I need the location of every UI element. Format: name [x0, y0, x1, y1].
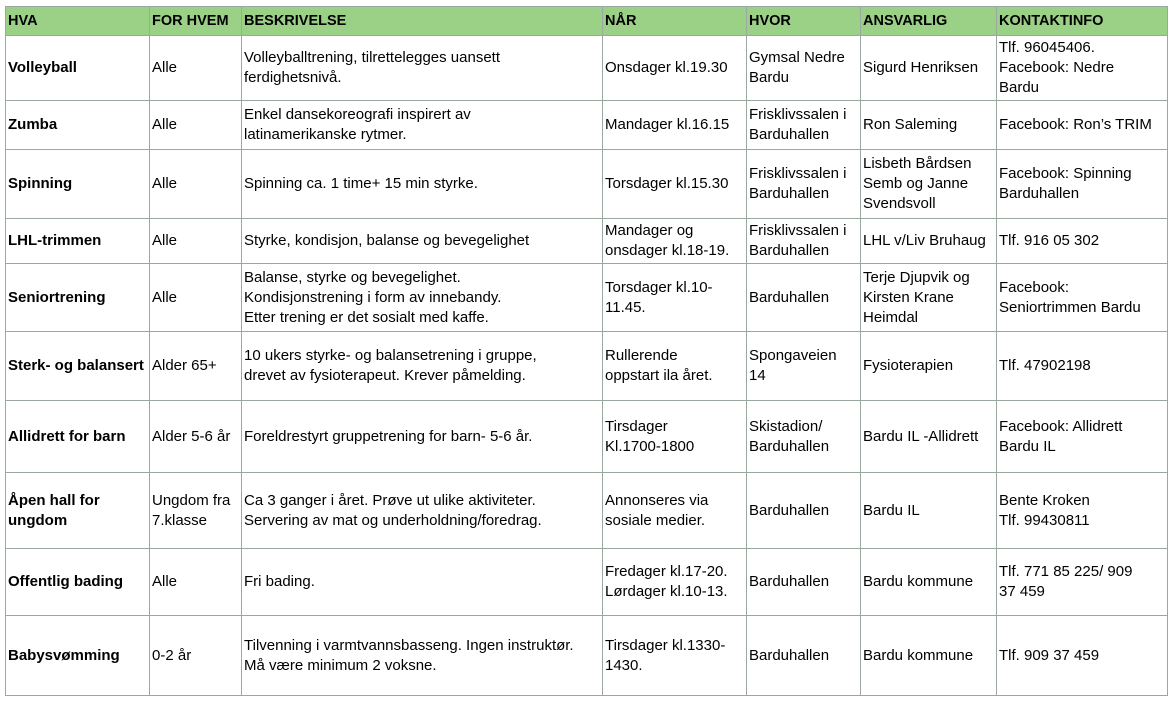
cell-line: Facebook: Nedre: [999, 59, 1115, 76]
cell-beskrivelse: [242, 36, 603, 101]
cell-naar: [603, 616, 747, 696]
cell-line: Tirsdager: [605, 417, 668, 435]
cell-line: Bardu kommune: [863, 646, 974, 664]
cell-hvor: [747, 36, 861, 101]
header-beskrivelse: BESKRIVELSE: [242, 7, 603, 36]
cell-hvor: [747, 264, 861, 332]
cell-line: Rullerende: [605, 347, 678, 364]
cell-hva: Volleyball: [6, 36, 150, 101]
table-row: [6, 150, 1168, 219]
cell-ansvarlig: [861, 401, 997, 473]
cell-line: Sigurd Henriksen: [863, 59, 979, 76]
cell-line: Bardu: [749, 69, 790, 86]
cell-line: Tirsdager kl.1330-: [605, 636, 726, 654]
cell-kontaktinfo: [997, 332, 1168, 401]
cell-hva: Åpen hall for ungdom: [6, 473, 150, 549]
cell-line: 37 459: [999, 583, 1045, 600]
cell-naar: [603, 473, 747, 549]
cell-kontaktinfo: [997, 101, 1168, 150]
cell-line: Skistadion/: [749, 417, 823, 435]
cell-line: Spinning ca. 1 time+ 15 min styrke.: [244, 175, 478, 192]
cell-hva: Babysvømming: [6, 616, 150, 696]
cell-ansvarlig: [861, 219, 997, 264]
cell-hva: Allidrett for barn: [6, 401, 150, 473]
cell-beskrivelse: [242, 219, 603, 264]
table-row: [6, 549, 1168, 616]
cell-hva: Zumba: [6, 101, 150, 150]
cell-line: Frisklivssalen i: [749, 106, 847, 123]
cell-line: 1430.: [605, 656, 643, 674]
cell-ansvarlig: [861, 549, 997, 616]
cell-line: Frisklivssalen i: [749, 222, 847, 239]
cell-line: onsdager kl.18-19.: [605, 242, 730, 259]
cell-line: Onsdager kl.19.30: [605, 59, 728, 76]
cell-line: Barduhallen: [999, 185, 1080, 202]
cell-for-hvem: Alle: [150, 36, 242, 101]
cell-kontaktinfo: [997, 264, 1168, 332]
cell-line: oppstart ila året.: [605, 367, 713, 384]
cell-line: Bente Kroken: [999, 491, 1090, 509]
cell-line: ferdighetsnivå.: [244, 69, 342, 86]
cell-line: Torsdager kl.15.30: [605, 175, 729, 192]
cell-line: Mandager og: [605, 222, 694, 239]
cell-line: Frisklivssalen i: [749, 165, 847, 182]
cell-ansvarlig: [861, 616, 997, 696]
cell-beskrivelse: [242, 264, 603, 332]
cell-line: Barduhallen: [749, 501, 830, 519]
cell-line: Bardu IL: [863, 501, 920, 519]
cell-hvor: [747, 401, 861, 473]
cell-for-hvem: Alle: [150, 150, 242, 219]
cell-line: Tlf. 47902198: [999, 357, 1091, 374]
cell-line: Facebook: Spinning: [999, 165, 1132, 182]
cell-line: Enkel dansekoreografi inspirert av: [244, 106, 471, 123]
activity-table: [5, 6, 1168, 696]
table-row: [6, 101, 1168, 150]
cell-naar: [603, 219, 747, 264]
header-naar: NÅR: [603, 7, 747, 36]
cell-line: Kirsten Krane: [863, 288, 954, 306]
table-row: [6, 36, 1168, 101]
cell-hva: Sterk- og balansert: [6, 332, 150, 401]
cell-for-hvem: Alle: [150, 264, 242, 332]
cell-line: 10 ukers styrke- og balansetrening i gruppe,: [244, 347, 537, 364]
cell-for-hvem: Alder 5-6 år: [150, 401, 242, 473]
table-row: [6, 332, 1168, 401]
cell-line: Lørdager kl.10-13.: [605, 583, 728, 600]
cell-line: Tlf. 771 85 225/ 909: [999, 563, 1133, 580]
cell-line: Barduhallen: [749, 573, 830, 590]
cell-line: Barduhallen: [749, 437, 830, 455]
cell-line: Foreldrestyrt gruppetrening for barn- 5-6 år.: [244, 427, 533, 445]
cell-ansvarlig: [861, 101, 997, 150]
cell-line: Svendsvoll: [863, 195, 936, 212]
cell-hvor: [747, 549, 861, 616]
cell-hvor: [747, 332, 861, 401]
cell-line: Barduhallen: [749, 646, 830, 664]
cell-hva: Seniortrening: [6, 264, 150, 332]
cell-kontaktinfo: [997, 36, 1168, 101]
cell-line: Bardu kommune: [863, 573, 974, 590]
cell-hva: LHL-trimmen: [6, 219, 150, 264]
cell-line: Annonseres via: [605, 491, 709, 509]
cell-line: 11.45.: [605, 298, 646, 316]
cell-line: Facebook: Allidrett: [999, 417, 1123, 435]
cell-line: Fredager kl.17-20.: [605, 563, 728, 580]
cell-line: Kondisjonstrening i form av innebandy.: [244, 288, 502, 306]
cell-hvor: [747, 616, 861, 696]
header-hvor: HVOR: [747, 7, 861, 36]
header-kontaktinfo: KONTAKTINFO: [997, 7, 1168, 36]
cell-line: Barduhallen: [749, 242, 830, 259]
cell-beskrivelse: [242, 616, 603, 696]
cell-hvor: [747, 101, 861, 150]
cell-hvor: [747, 473, 861, 549]
cell-line: Ron Saleming: [863, 116, 958, 133]
table-row: [6, 401, 1168, 473]
cell-line: Barduhallen: [749, 185, 830, 202]
cell-line: Terje Djupvik og: [863, 268, 970, 286]
cell-hvor: [747, 150, 861, 219]
cell-naar: [603, 150, 747, 219]
cell-beskrivelse: [242, 332, 603, 401]
cell-naar: [603, 36, 747, 101]
cell-kontaktinfo: [997, 401, 1168, 473]
cell-line: Styrke, kondisjon, balanse og bevegelighet: [244, 232, 530, 249]
cell-ansvarlig: [861, 36, 997, 101]
cell-line: latinamerikanske rytmer.: [244, 126, 407, 143]
cell-kontaktinfo: [997, 616, 1168, 696]
cell-line: Ca 3 ganger i året. Prøve ut ulike aktiviteter.: [244, 491, 536, 509]
cell-beskrivelse: [242, 401, 603, 473]
cell-line: Barduhallen: [749, 126, 830, 143]
cell-hva: Spinning: [6, 150, 150, 219]
table-row: [6, 219, 1168, 264]
cell-line: Seniortrimmen Bardu: [999, 298, 1141, 316]
table-row: [6, 616, 1168, 696]
cell-for-hvem: 0-2 år: [150, 616, 242, 696]
cell-line: Kl.1700-1800: [605, 437, 695, 455]
cell-for-hvem: Alder 65+: [150, 332, 242, 401]
cell-line: Barduhallen: [749, 288, 830, 306]
table-body: [6, 36, 1168, 696]
table-row: [6, 473, 1168, 549]
cell-line: Lisbeth Bårdsen: [863, 155, 972, 172]
cell-hva: Offentlig bading: [6, 549, 150, 616]
cell-line: Tlf. 99430811: [999, 511, 1090, 529]
cell-line: Semb og Janne: [863, 175, 969, 192]
cell-line: Torsdager kl.10-: [605, 278, 713, 296]
cell-for-hvem: Ungdom fra 7.klasse: [150, 473, 242, 549]
cell-line: Tilvenning i varmtvannsbasseng. Ingen instruktør.: [244, 636, 574, 654]
cell-naar: [603, 401, 747, 473]
cell-hvor: [747, 219, 861, 264]
cell-beskrivelse: [242, 101, 603, 150]
cell-beskrivelse: [242, 473, 603, 549]
cell-line: Volleyballtrening, tilrettelegges uansett: [244, 49, 500, 66]
header-row: [6, 7, 1168, 36]
cell-line: Balanse, styrke og bevegelighet.: [244, 268, 461, 286]
cell-for-hvem: Alle: [150, 549, 242, 616]
cell-naar: [603, 332, 747, 401]
cell-line: Facebook: Ron’s TRIM: [999, 116, 1152, 133]
cell-ansvarlig: [861, 332, 997, 401]
header-hva: HVA: [6, 7, 150, 36]
cell-naar: [603, 264, 747, 332]
header-ansvarlig: ANSVARLIG: [861, 7, 997, 36]
cell-beskrivelse: [242, 549, 603, 616]
cell-for-hvem: Alle: [150, 101, 242, 150]
cell-line: Bardu IL: [999, 437, 1056, 455]
cell-line: Mandager kl.16.15: [605, 116, 730, 133]
cell-line: Heimdal: [863, 308, 919, 326]
cell-line: Tlf. 916 05 302: [999, 232, 1100, 249]
cell-beskrivelse: [242, 150, 603, 219]
cell-line: sosiale medier.: [605, 511, 706, 529]
cell-line: Tlf. 909 37 459: [999, 646, 1100, 664]
cell-line: 14: [749, 367, 766, 384]
cell-line: Bardu: [999, 79, 1040, 96]
cell-line: Gymsal Nedre: [749, 49, 845, 66]
cell-ansvarlig: [861, 150, 997, 219]
cell-line: LHL v/Liv Bruhaug: [863, 232, 986, 249]
cell-line: Må være minimum 2 voksne.: [244, 656, 437, 674]
table-row: [6, 264, 1168, 332]
cell-kontaktinfo: [997, 150, 1168, 219]
cell-kontaktinfo: [997, 219, 1168, 264]
cell-naar: [603, 101, 747, 150]
cell-line: Spongaveien: [749, 347, 837, 364]
cell-kontaktinfo: [997, 549, 1168, 616]
cell-kontaktinfo: [997, 473, 1168, 549]
cell-line: Facebook:: [999, 278, 1070, 296]
cell-line: Fysioterapien: [863, 357, 954, 374]
cell-line: Fri bading.: [244, 573, 315, 590]
cell-line: Servering av mat og underholdning/foredrag.: [244, 511, 542, 529]
cell-ansvarlig: [861, 264, 997, 332]
cell-naar: [603, 549, 747, 616]
cell-for-hvem: Alle: [150, 219, 242, 264]
cell-line: Etter trening er det sosialt med kaffe.: [244, 308, 489, 326]
cell-line: Tlf. 96045406.: [999, 39, 1095, 56]
header-for-hvem: FOR HVEM: [150, 7, 242, 36]
cell-ansvarlig: [861, 473, 997, 549]
cell-line: drevet av fysioterapeut. Krever påmelding.: [244, 367, 526, 384]
cell-line: Bardu IL -Allidrett: [863, 427, 979, 445]
